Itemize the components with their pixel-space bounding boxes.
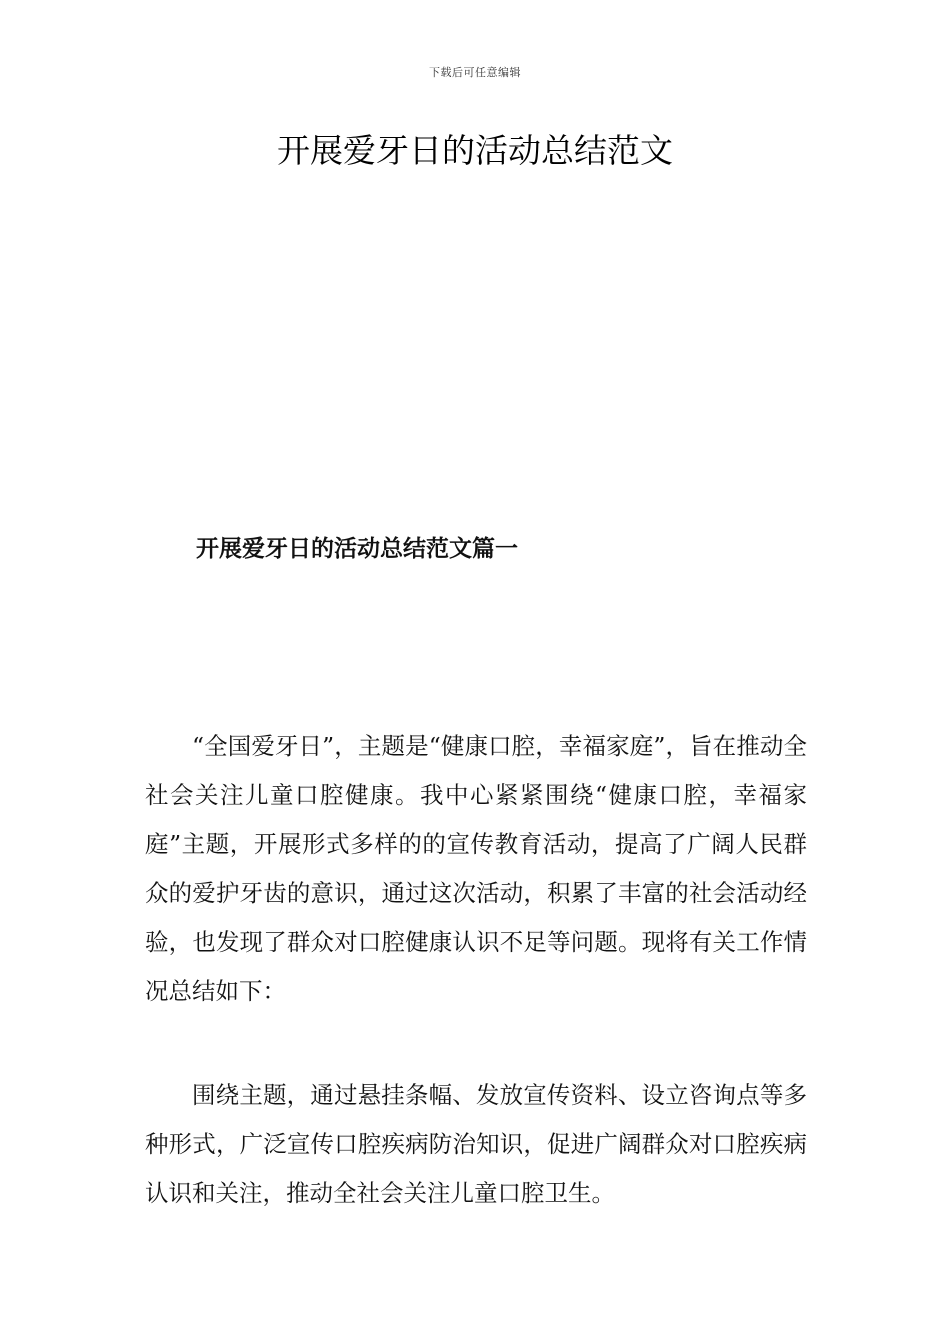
body-paragraph-2: 围绕主题，通过悬挂条幅、发放宣传资料、设立咨询点等多种形式，广泛宣传口腔疾病防治知识，促进广阔群众对口腔疾病认识和关注，推动全社会关注儿童口腔卫生。 bbox=[145, 1081, 807, 1207]
body-paragraph-1: “全国爱牙日”，主题是“健康口腔，幸福家庭”，旨在推动全社会关注儿童口腔健康。我中心紧紧围绕“健康口腔，幸福家庭”主题，开展形式多样的的宣传教育活动，提高了广阔人民群众的爱护牙齿的意识，通过这次活动，积累了丰富的社会活动经验，也发现了群众对口腔健康认识不足等问题。现将有关工作情况总结如下： bbox=[145, 732, 807, 1005]
document-title: 开展爱牙日的活动总结范文 bbox=[277, 131, 673, 170]
section-heading: 开展爱牙日的活动总结范文篇一 bbox=[196, 535, 518, 562]
header-note: 下载后可任意编辑 bbox=[429, 66, 521, 79]
